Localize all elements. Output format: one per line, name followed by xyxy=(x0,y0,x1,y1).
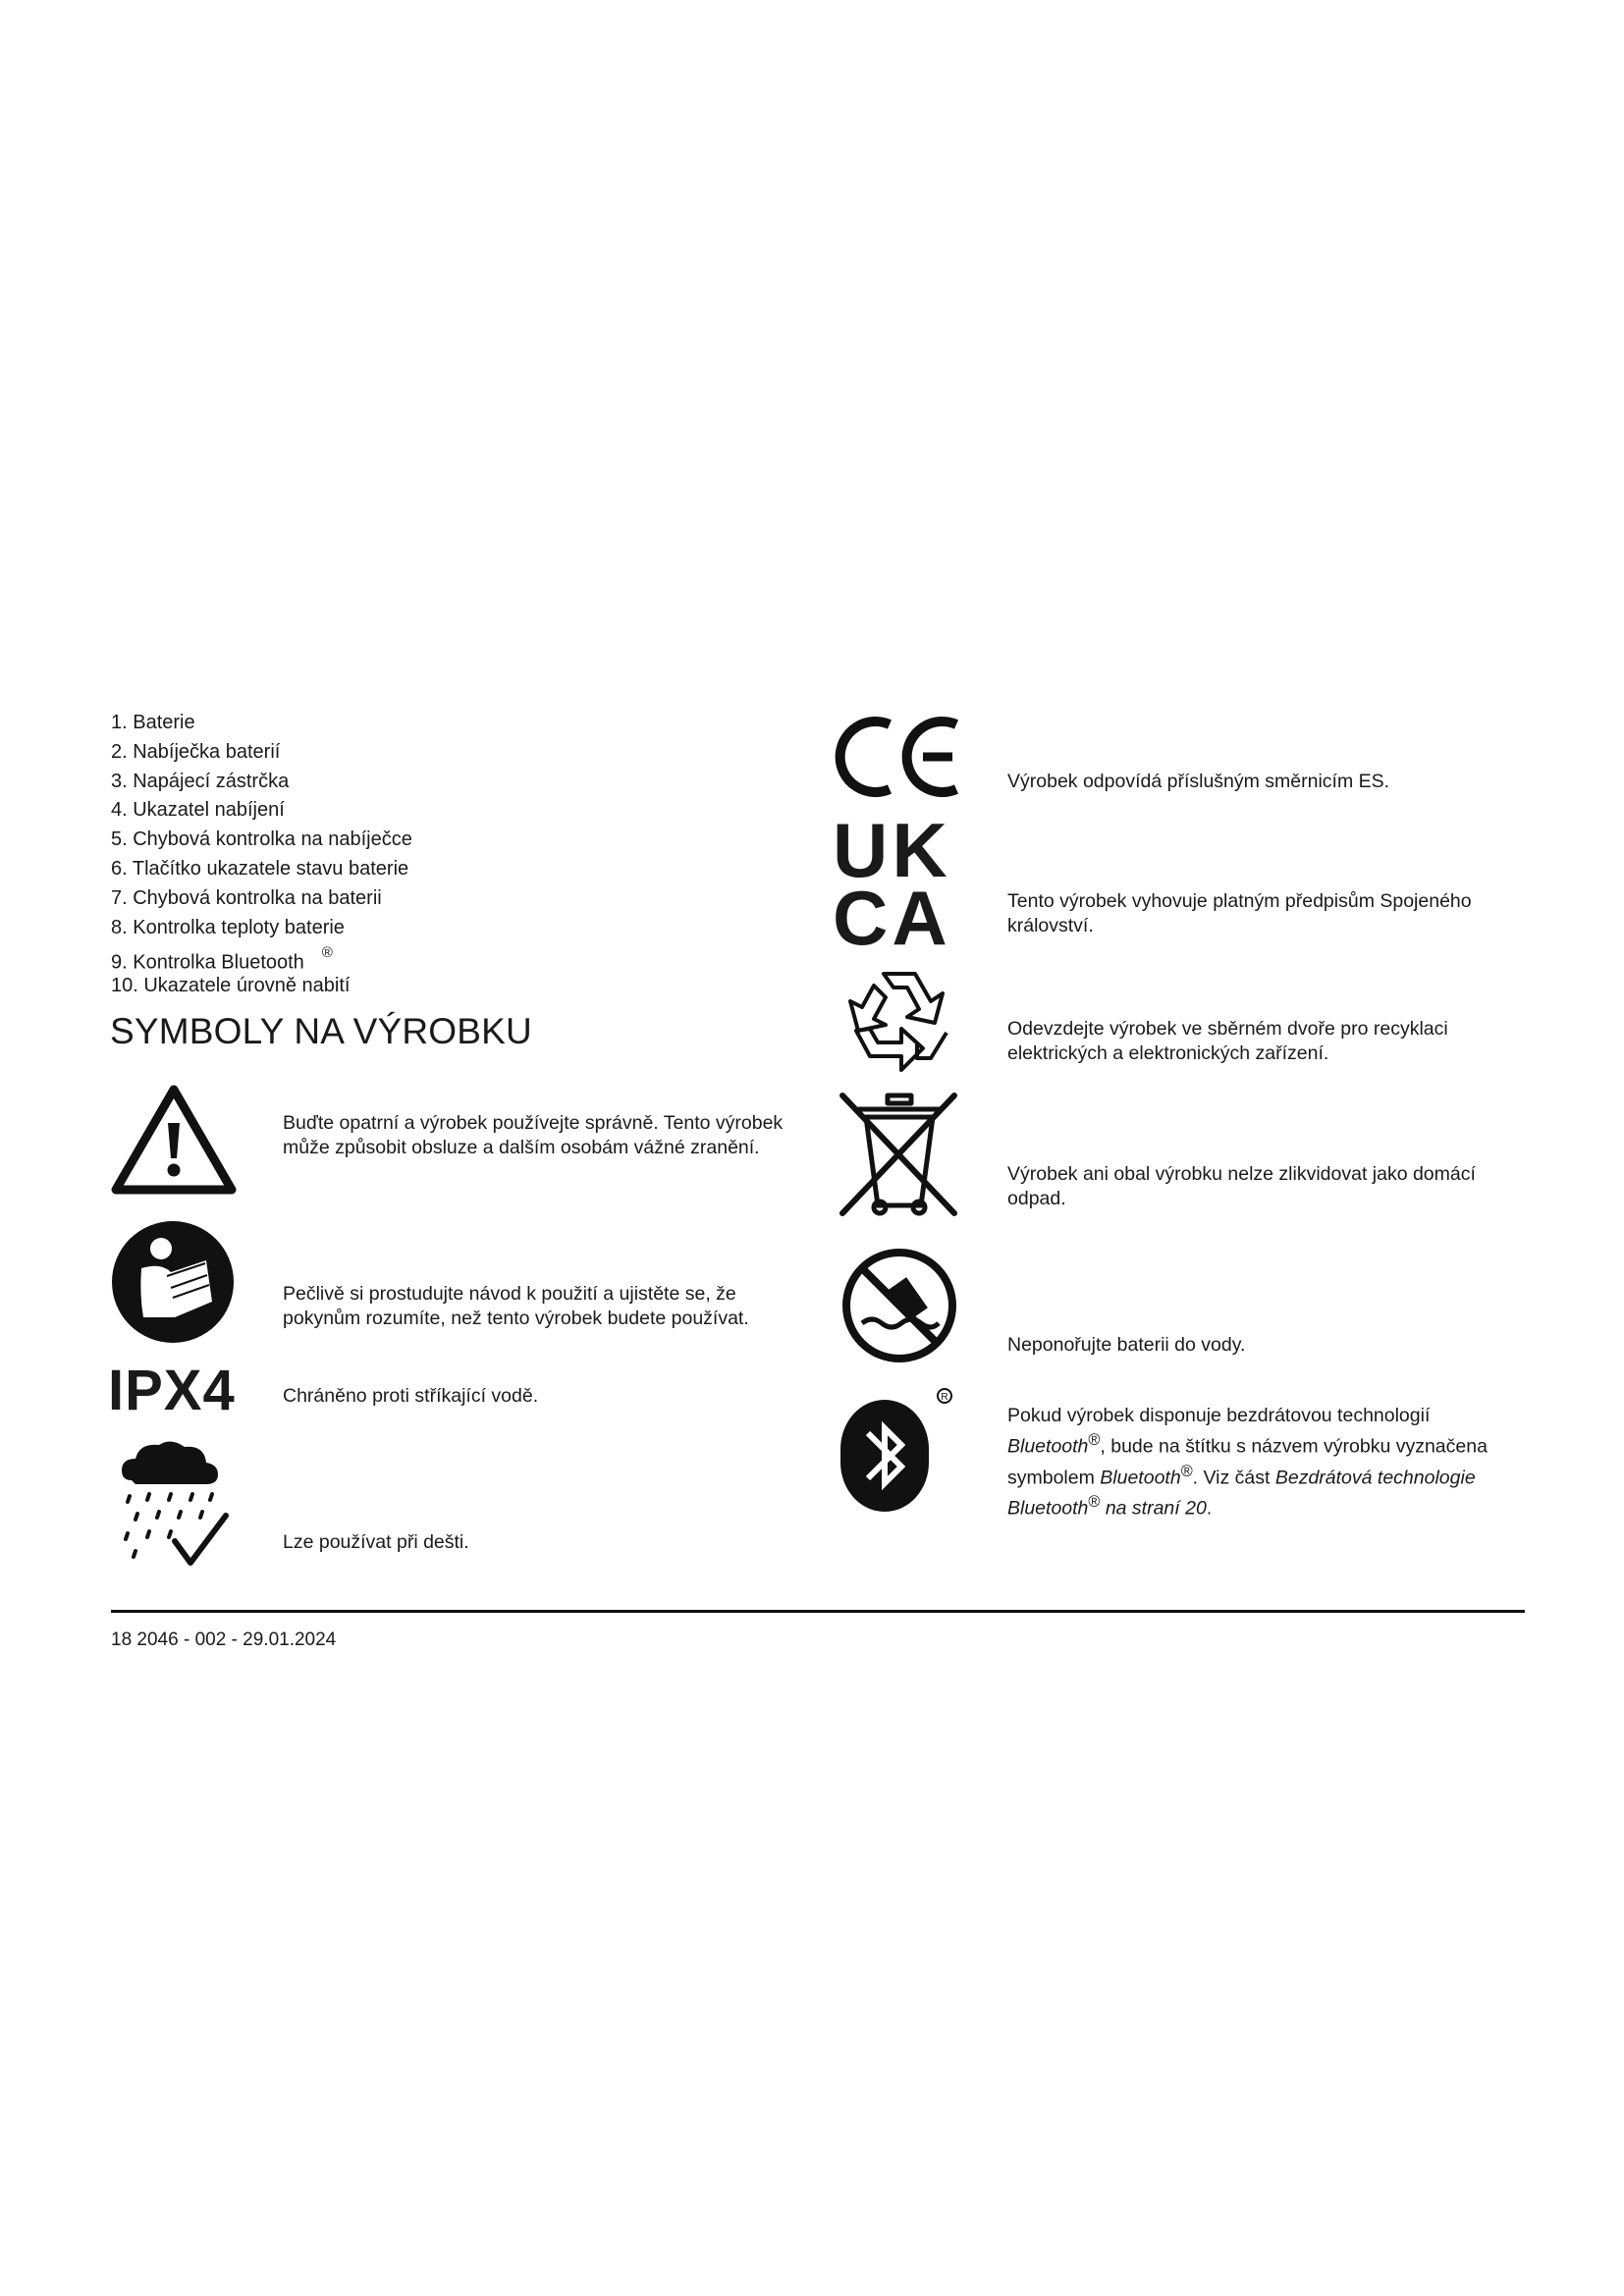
bluetooth-brand: Bluetooth xyxy=(1100,1467,1181,1488)
list-item: 2. Nabíječka baterií xyxy=(111,740,281,763)
list-item: 1. Baterie xyxy=(111,712,195,733)
ukca-text: Tento výrobek vyhovuje platným předpisům Spojeného království. xyxy=(1007,890,1472,936)
list-item: 3. Napájecí zástrčka xyxy=(111,770,290,792)
list-item: 7. Chybová kontrolka na baterii xyxy=(111,886,382,909)
section-heading: SYMBOLY NA VÝROBKU xyxy=(110,1011,532,1051)
registered-mark: ® xyxy=(1088,1431,1101,1449)
warning-text: Buďte opatrní a výrobek používejte správně. Tento výrobek může způsobit obsluze a dalším osobám vážné zranění. xyxy=(283,1112,784,1158)
no-submerge-battery-icon xyxy=(840,1247,958,1364)
manual-text: Pečlivě si prostudujte návod k použití a ujistěte se, že pokynům rozumíte, než tento výrobek budete používat. xyxy=(283,1283,749,1329)
bluetooth-text-part: . xyxy=(1206,1497,1213,1520)
list-item: 4. Ukazatel nabíjení xyxy=(111,799,285,822)
recycle-icon xyxy=(837,964,960,1074)
bluetooth-text xyxy=(1007,1404,1528,1522)
list-item: 6. Tlačítko ukazatele stavu baterie xyxy=(111,857,409,880)
registered-mark: ® xyxy=(1180,1462,1193,1480)
list-item xyxy=(111,942,412,975)
weee-text: Výrobek ani obal výrobku nelze zlikvidovat jako domácí odpad. xyxy=(1007,1163,1476,1209)
crossed-bin-icon xyxy=(837,1090,960,1219)
recycle-text: Odevzdejte výrobek ve sběrném dvoře pro recyklaci elektrických a elektronických zařízení. xyxy=(1007,1018,1448,1064)
parts-list xyxy=(111,709,412,1001)
read-manual-icon xyxy=(110,1219,236,1345)
registered-mark: ® xyxy=(321,944,333,962)
page-footer: 18 2046 - 002 - 29.01.2024 xyxy=(111,1629,337,1650)
warning-triangle-icon xyxy=(110,1084,238,1196)
bluetooth-icon xyxy=(837,1384,954,1514)
list-item: 10. Ukazatele úrovně nabití xyxy=(111,975,351,997)
list-item-label: 8. Kontrolka teploty baterie xyxy=(111,916,345,938)
no-water-text: Neponořujte baterii do vody. xyxy=(1007,1334,1246,1356)
bluetooth-brand: Bluetooth xyxy=(1007,1435,1089,1458)
bluetooth-brand: Bluetooth xyxy=(1007,1497,1089,1520)
registered-mark: ® xyxy=(1088,1493,1101,1511)
bluetooth-text-part: Pokud výrobek disponuje bezdrátovou technologií xyxy=(1007,1405,1431,1426)
list-item: 5. Chybová kontrolka na nabíječce xyxy=(111,828,412,851)
ce-text: Výrobek odpovídá příslušným směrnicím ES. xyxy=(1007,771,1390,792)
section-reference: Bezdrátová technologie xyxy=(1274,1467,1476,1488)
ipx4-text: Chráněno proti stříkající vodě. xyxy=(283,1385,539,1407)
ipx4-label: IPX4 xyxy=(108,1359,236,1422)
ce-mark-icon xyxy=(833,715,966,799)
bluetooth-text-part: , bude na štítku s názvem výrobku vyznačena symbolem xyxy=(1007,1435,1488,1488)
rain-text: Lze používat při dešti. xyxy=(283,1531,469,1553)
svg-text:R: R xyxy=(941,1392,948,1403)
page-reference: na straní 20 xyxy=(1105,1497,1207,1520)
ukca-mark: UK CA xyxy=(833,807,951,961)
footer-divider xyxy=(111,1610,1525,1613)
bluetooth-text-part: . Viz část xyxy=(1192,1467,1271,1488)
list-item-label: 9. Kontrolka Bluetooth xyxy=(111,952,304,975)
rain-cloud-check-icon xyxy=(116,1439,230,1571)
list-item xyxy=(111,914,412,943)
